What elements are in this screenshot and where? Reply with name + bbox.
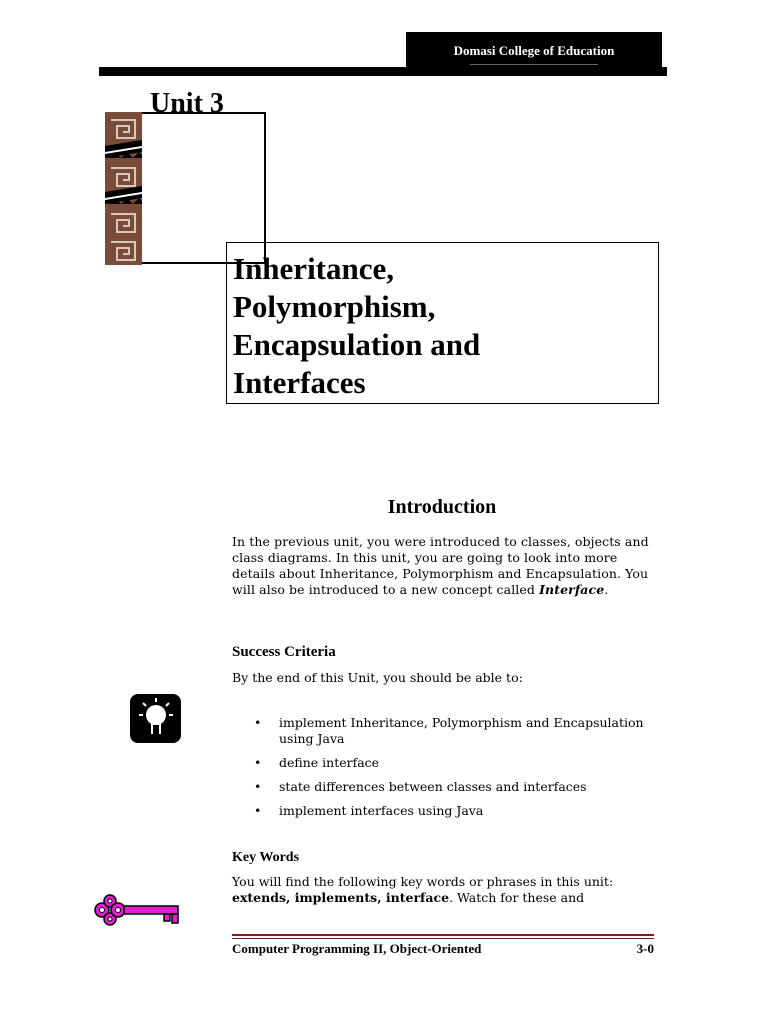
success-criteria-list [254, 715, 654, 827]
success-criteria-intro: By the end of this Unit, you should be able to: [232, 670, 523, 685]
key-words-heading: Key Words [232, 850, 300, 865]
title-line: Interfaces [233, 365, 366, 400]
key-words-paragraph [232, 874, 657, 906]
key-words-text: You will find the following key words or phrases in this unit: [232, 874, 614, 889]
institution-name: Domasi College of Education [453, 43, 615, 58]
header-underline [470, 64, 598, 65]
key-icon [92, 893, 182, 927]
footer-rule [232, 934, 654, 936]
title-line: Encapsulation and [233, 327, 481, 362]
footer-course: Computer Programming II, Object-Oriented [232, 941, 482, 956]
title-line: Polymorphism, [233, 289, 436, 324]
list-item: • define interface [254, 755, 654, 771]
intro-text-end: . [604, 582, 609, 597]
intro-text: In the previous unit, you were introduced to classes, objects and class diagrams. In this unit, you are going to look into more details about Inheritance, Polymorphism and Encapsulation. You will also be introduced to a new concept called [232, 534, 649, 597]
list-item: • state differences between classes and interfaces [254, 779, 654, 795]
lightbulb-icon [129, 693, 182, 744]
unit-label: Unit 3 [150, 88, 224, 119]
footer-page-number: 3-0 [636, 941, 654, 956]
footer-rule-thin [232, 938, 654, 939]
intro-emphasis: Interface [539, 582, 605, 597]
key-words-text-end: . Watch for these and [449, 890, 585, 905]
title-line: Inheritance, [233, 251, 395, 286]
greek-key-ornament-icon [105, 112, 142, 265]
list-item: • implement Inheritance, Polymorphism and Encapsulation using Java [254, 715, 654, 747]
success-criteria-heading: Success Criteria [232, 644, 336, 660]
introduction-heading: Introduction [387, 496, 497, 518]
introduction-paragraph [232, 534, 657, 598]
key-words-list: extends, implements, interface [232, 890, 450, 905]
list-item: • implement interfaces using Java [254, 803, 654, 819]
unit-title [233, 250, 653, 402]
header-rule [99, 67, 667, 76]
